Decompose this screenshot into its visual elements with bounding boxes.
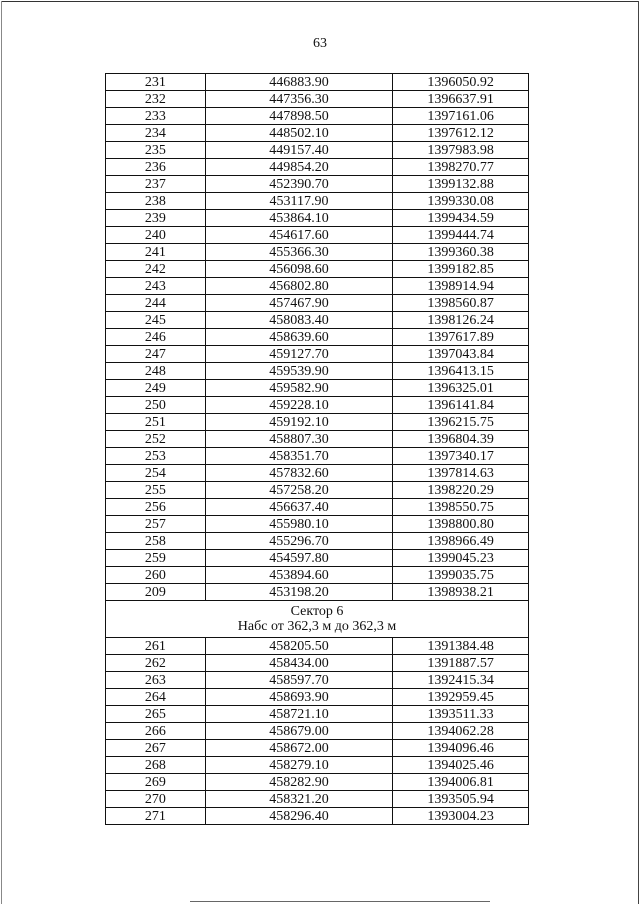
x-coordinate-cell: 458807.30 (205, 431, 393, 448)
point-number-cell: 250 (106, 397, 206, 414)
table-row (106, 533, 529, 550)
y-coordinate-cell: 1398550.75 (393, 499, 529, 516)
point-number-cell: 260 (106, 567, 206, 584)
x-coordinate-cell: 454617.60 (205, 227, 393, 244)
table-body-bottom (106, 638, 529, 825)
y-coordinate-cell: 1393505.94 (393, 791, 529, 808)
table-row (106, 465, 529, 482)
x-coordinate-cell: 447898.50 (205, 108, 393, 125)
y-coordinate-cell: 1394096.46 (393, 740, 529, 757)
y-coordinate-cell: 1393511.33 (393, 706, 529, 723)
x-coordinate-cell: 457467.90 (205, 295, 393, 312)
x-coordinate-cell: 458351.70 (205, 448, 393, 465)
table-row (106, 482, 529, 499)
y-coordinate-cell: 1396325.01 (393, 380, 529, 397)
y-coordinate-cell: 1399182.85 (393, 261, 529, 278)
coordinates-table (105, 73, 529, 825)
table-row (106, 516, 529, 533)
x-coordinate-cell: 455366.30 (205, 244, 393, 261)
point-number-cell: 247 (106, 346, 206, 363)
sector-header-row (106, 601, 529, 638)
table-row (106, 159, 529, 176)
x-coordinate-cell: 458639.60 (205, 329, 393, 346)
point-number-cell: 251 (106, 414, 206, 431)
point-number-cell: 266 (106, 723, 206, 740)
x-coordinate-cell: 455296.70 (205, 533, 393, 550)
point-number-cell: 255 (106, 482, 206, 499)
table-row (106, 227, 529, 244)
point-number-cell: 259 (106, 550, 206, 567)
table-row (106, 329, 529, 346)
point-number-cell: 271 (106, 808, 206, 825)
y-coordinate-cell: 1394025.46 (393, 757, 529, 774)
table-row (106, 672, 529, 689)
point-number-cell: 237 (106, 176, 206, 193)
x-coordinate-cell: 459539.90 (205, 363, 393, 380)
table-row (106, 210, 529, 227)
table-row (106, 740, 529, 757)
y-coordinate-cell: 1396215.75 (393, 414, 529, 431)
point-number-cell: 258 (106, 533, 206, 550)
table-row (106, 723, 529, 740)
point-number-cell: 252 (106, 431, 206, 448)
point-number-cell: 263 (106, 672, 206, 689)
x-coordinate-cell: 458721.10 (205, 706, 393, 723)
point-number-cell: 240 (106, 227, 206, 244)
point-number-cell: 249 (106, 380, 206, 397)
point-number-cell: 246 (106, 329, 206, 346)
y-coordinate-cell: 1397814.63 (393, 465, 529, 482)
y-coordinate-cell: 1398560.87 (393, 295, 529, 312)
point-number-cell: 268 (106, 757, 206, 774)
y-coordinate-cell: 1398914.94 (393, 278, 529, 295)
y-coordinate-cell: 1396637.91 (393, 91, 529, 108)
y-coordinate-cell: 1398966.49 (393, 533, 529, 550)
y-coordinate-cell: 1399360.38 (393, 244, 529, 261)
x-coordinate-cell: 453198.20 (205, 584, 393, 601)
x-coordinate-cell: 454597.80 (205, 550, 393, 567)
y-coordinate-cell: 1397617.89 (393, 329, 529, 346)
table-row (106, 312, 529, 329)
table-row (106, 706, 529, 723)
point-number-cell: 234 (106, 125, 206, 142)
table-row (106, 499, 529, 516)
table-row (106, 655, 529, 672)
point-number-cell: 238 (106, 193, 206, 210)
table-row (106, 108, 529, 125)
x-coordinate-cell: 459192.10 (205, 414, 393, 431)
table-row (106, 757, 529, 774)
x-coordinate-cell: 453117.90 (205, 193, 393, 210)
y-coordinate-cell: 1398126.24 (393, 312, 529, 329)
point-number-cell: 243 (106, 278, 206, 295)
table-row (106, 91, 529, 108)
point-number-cell: 245 (106, 312, 206, 329)
point-number-cell: 262 (106, 655, 206, 672)
point-number-cell: 232 (106, 91, 206, 108)
y-coordinate-cell: 1399035.75 (393, 567, 529, 584)
y-coordinate-cell: 1398938.21 (393, 584, 529, 601)
y-coordinate-cell: 1397983.98 (393, 142, 529, 159)
y-coordinate-cell: 1392959.45 (393, 689, 529, 706)
point-number-cell: 270 (106, 791, 206, 808)
point-number-cell: 209 (106, 584, 206, 601)
point-number-cell: 265 (106, 706, 206, 723)
point-number-cell: 254 (106, 465, 206, 482)
y-coordinate-cell: 1399330.08 (393, 193, 529, 210)
table-row (106, 550, 529, 567)
y-coordinate-cell: 1399444.74 (393, 227, 529, 244)
table-row (106, 397, 529, 414)
table-row (106, 125, 529, 142)
table-row (106, 584, 529, 601)
y-coordinate-cell: 1393004.23 (393, 808, 529, 825)
x-coordinate-cell: 456637.40 (205, 499, 393, 516)
x-coordinate-cell: 449157.40 (205, 142, 393, 159)
x-coordinate-cell: 458672.00 (205, 740, 393, 757)
y-coordinate-cell: 1392415.34 (393, 672, 529, 689)
point-number-cell: 231 (106, 74, 206, 91)
x-coordinate-cell: 456802.80 (205, 278, 393, 295)
point-number-cell: 241 (106, 244, 206, 261)
x-coordinate-cell: 449854.20 (205, 159, 393, 176)
y-coordinate-cell: 1391887.57 (393, 655, 529, 672)
x-coordinate-cell: 458282.90 (205, 774, 393, 791)
x-coordinate-cell: 458679.00 (205, 723, 393, 740)
point-number-cell: 269 (106, 774, 206, 791)
table-row (106, 774, 529, 791)
point-number-cell: 233 (106, 108, 206, 125)
point-number-cell: 235 (106, 142, 206, 159)
point-number-cell: 256 (106, 499, 206, 516)
y-coordinate-cell: 1399434.59 (393, 210, 529, 227)
y-coordinate-cell: 1396413.15 (393, 363, 529, 380)
x-coordinate-cell: 455980.10 (205, 516, 393, 533)
y-coordinate-cell: 1399132.88 (393, 176, 529, 193)
x-coordinate-cell: 459582.90 (205, 380, 393, 397)
point-number-cell: 257 (106, 516, 206, 533)
point-number-cell: 253 (106, 448, 206, 465)
page-border-left (1, 1, 2, 904)
x-coordinate-cell: 458083.40 (205, 312, 393, 329)
sector-header-group (106, 601, 529, 638)
page-border-top (2, 1, 638, 2)
x-coordinate-cell: 448502.10 (205, 125, 393, 142)
x-coordinate-cell: 458597.70 (205, 672, 393, 689)
table-row (106, 295, 529, 312)
sector-title: Сектор 6 (290, 604, 344, 619)
y-coordinate-cell: 1397612.12 (393, 125, 529, 142)
table-row (106, 193, 529, 210)
table-row (106, 791, 529, 808)
table-row (106, 363, 529, 380)
point-number-cell: 248 (106, 363, 206, 380)
y-coordinate-cell: 1397161.06 (393, 108, 529, 125)
page-border-bottom (190, 901, 490, 902)
x-coordinate-cell: 458279.10 (205, 757, 393, 774)
y-coordinate-cell: 1391384.48 (393, 638, 529, 655)
x-coordinate-cell: 458205.50 (205, 638, 393, 655)
point-number-cell: 267 (106, 740, 206, 757)
y-coordinate-cell: 1398220.29 (393, 482, 529, 499)
x-coordinate-cell: 446883.90 (205, 74, 393, 91)
table-row (106, 176, 529, 193)
y-coordinate-cell: 1397340.17 (393, 448, 529, 465)
x-coordinate-cell: 452390.70 (205, 176, 393, 193)
y-coordinate-cell: 1399045.23 (393, 550, 529, 567)
x-coordinate-cell: 457832.60 (205, 465, 393, 482)
y-coordinate-cell: 1397043.84 (393, 346, 529, 363)
point-number-cell: 244 (106, 295, 206, 312)
x-coordinate-cell: 457258.20 (205, 482, 393, 499)
table-row (106, 261, 529, 278)
table-row (106, 689, 529, 706)
table-row (106, 808, 529, 825)
y-coordinate-cell: 1396141.84 (393, 397, 529, 414)
table-row (106, 346, 529, 363)
table-body-top (106, 74, 529, 601)
table-row (106, 74, 529, 91)
x-coordinate-cell: 458321.20 (205, 791, 393, 808)
x-coordinate-cell: 459127.70 (205, 346, 393, 363)
table-row (106, 431, 529, 448)
x-coordinate-cell: 453864.10 (205, 210, 393, 227)
x-coordinate-cell: 447356.30 (205, 91, 393, 108)
table-row (106, 448, 529, 465)
point-number-cell: 264 (106, 689, 206, 706)
y-coordinate-cell: 1394006.81 (393, 774, 529, 791)
table-row (106, 244, 529, 261)
point-number-cell: 261 (106, 638, 206, 655)
table-row (106, 278, 529, 295)
x-coordinate-cell: 453894.60 (205, 567, 393, 584)
x-coordinate-cell: 458693.90 (205, 689, 393, 706)
y-coordinate-cell: 1398270.77 (393, 159, 529, 176)
table-row (106, 567, 529, 584)
y-coordinate-cell: 1398800.80 (393, 516, 529, 533)
sector-header-cell (106, 601, 529, 638)
table-row (106, 142, 529, 159)
y-coordinate-cell: 1396050.92 (393, 74, 529, 91)
y-coordinate-cell: 1394062.28 (393, 723, 529, 740)
table-row (106, 414, 529, 431)
page-border-right (638, 1, 639, 904)
y-coordinate-cell: 1396804.39 (393, 431, 529, 448)
table-row (106, 380, 529, 397)
x-coordinate-cell: 458434.00 (205, 655, 393, 672)
x-coordinate-cell: 459228.10 (205, 397, 393, 414)
point-number-cell: 242 (106, 261, 206, 278)
table-row (106, 638, 529, 655)
point-number-cell: 239 (106, 210, 206, 227)
page-number: 63 (313, 36, 327, 51)
point-number-cell: 236 (106, 159, 206, 176)
x-coordinate-cell: 458296.40 (205, 808, 393, 825)
sector-subtitle: Набс от 362,3 м до 362,3 м (237, 619, 397, 634)
x-coordinate-cell: 456098.60 (205, 261, 393, 278)
